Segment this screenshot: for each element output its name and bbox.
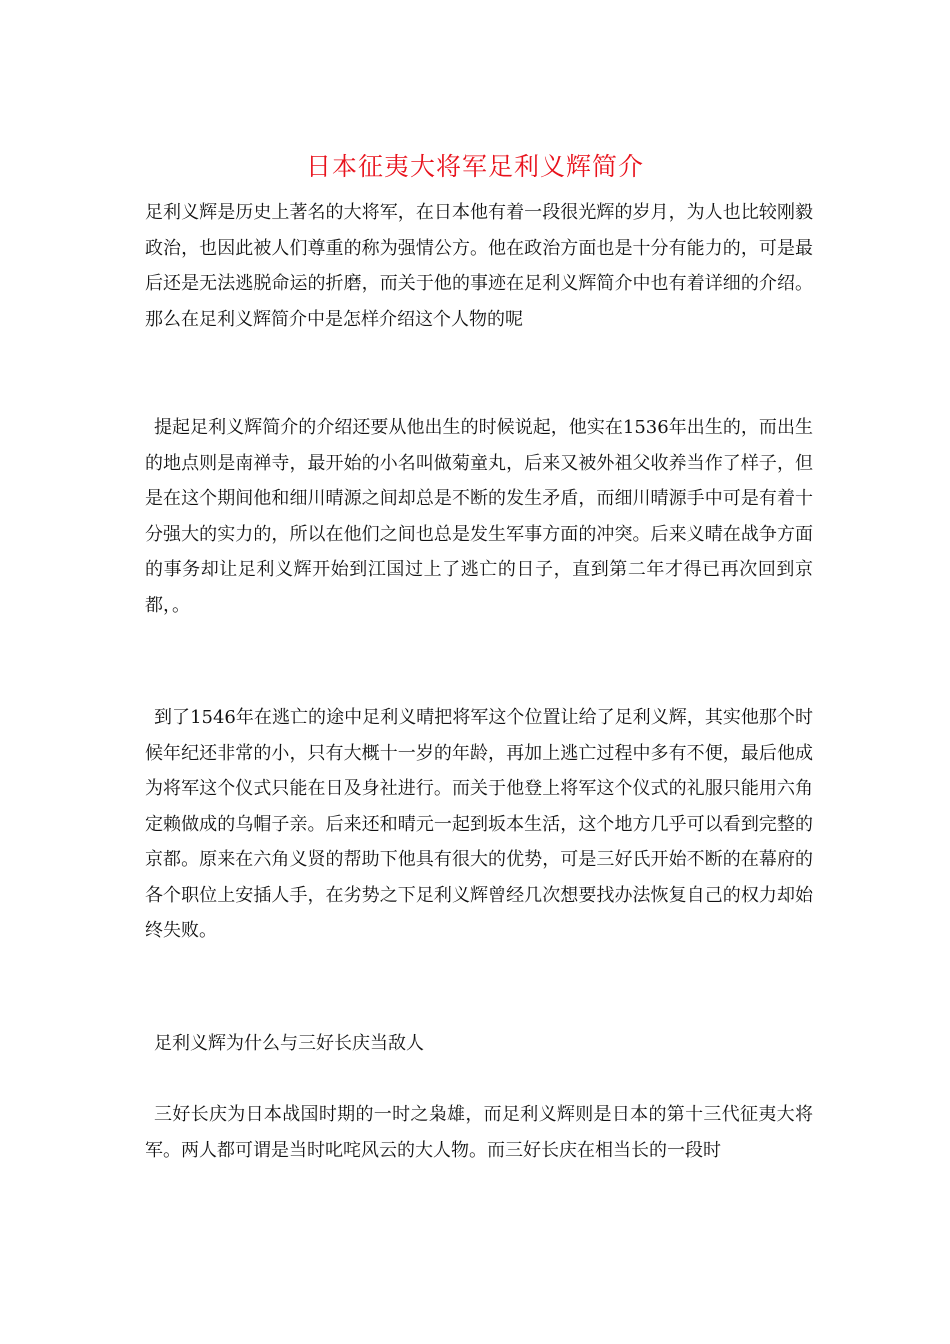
section-heading: 足利义辉为什么与三好长庆当敌人 bbox=[154, 1033, 424, 1054]
paragraph-miyoshi: 三好长庆为日本战国时期的一时之枭雄，而足利义辉则是日本的第十三代征夷大将军。两人都可谓是当时叱咤风云的大人物。而三好长庆在相当长的一段时 bbox=[145, 1104, 813, 1161]
document-title: 日本征夷大将军足利义辉简介 bbox=[305, 152, 644, 181]
paragraph-intro: 足利义辉是历史上著名的大将军，在日本他有着一段很光辉的岁月，为人也比较刚毅政治，也因此被人们尊重的称为强情公方。他在政治方面也是十分有能力的，可是最后还是无法逃脱命运的折磨，而关于他的事迹在足利义辉简介中也有着详细的介绍。那么在足利义辉简介中是怎样介绍这个人物的呢 bbox=[145, 202, 813, 330]
paragraph-birth: 提起足利义辉简介的介绍还要从他出生的时候说起，他实在1536年出生的，而出生的地点则是南禅寺，最开始的小名叫做菊童丸，后来又被外祖父收养当作了样子，但是在这个期间他和细川晴源之间却总是不断的发生矛盾，而细川晴源手中可是有着十分强大的实力的，所以在他们之间也总是发生军事方面的冲突。后来义晴在战争方面的事务却让足利义辉开始到江国过上了逃亡的日子，直到第二年才得已再次回到京都，。 bbox=[145, 417, 813, 616]
paragraph-shogun: 到了1546年在逃亡的途中足利义晴把将军这个位置让给了足利义辉，其实他那个时候年纪还非常的小，只有大概十一岁的年龄，再加上逃亡过程中多有不便，最后他成为将军这个仪式只能在日及身社进行。而关于他登上将军这个仪式的礼服只能用六角定赖做成的乌帽子亲。后来还和晴元一起到坂本生活，这个地方几乎可以看到完整的京都。原来在六角义贤的帮助下他具有很大的优势，可是三好氏开始不断的在幕府的各个职位上安插人手，在劣势之下足利义辉曾经几次想要找办法恢复自己的权力却始终失败。 bbox=[145, 707, 813, 941]
